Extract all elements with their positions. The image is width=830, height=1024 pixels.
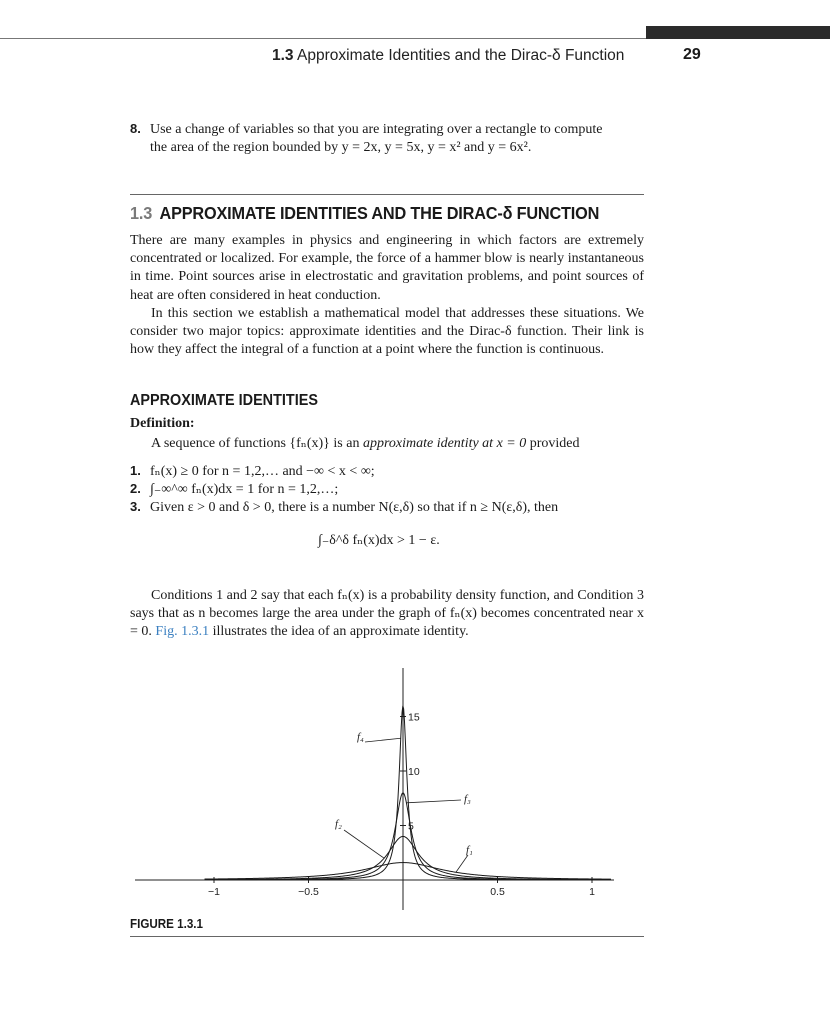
x-tick-label: −1 — [208, 886, 220, 898]
intro-paragraph-1: There are many examples in physics and engineering in which factors are extremely concentrated or localized. For example, the force of a hammer blow is nearly instantaneous in time. Point sources arise in electrostatic and gravitation problems, and point sources of heat are often considered in heat conduction. — [130, 233, 644, 303]
intro-paragraph-2: In this section we establish a mathematical model that addresses these situations. We consider two major topics: approximate identities and the Dirac-δ function. Their link is how they affect the integral of a function at a point where the function is continuous. — [130, 306, 644, 358]
header-bar — [646, 26, 830, 39]
definition-label: Definition: — [130, 416, 195, 431]
running-head-section: 1.3 — [272, 47, 294, 64]
header-rule — [0, 38, 646, 39]
condition-1 — [130, 463, 375, 480]
subsection-heading: APPROXIMATE IDENTITIES — [130, 392, 318, 409]
condition-text: Given ε > 0 and δ > 0, there is a number N(ε,δ) so that if n ≥ N(ε,δ), then — [150, 500, 559, 515]
figure-link[interactable]: Fig. 1.3.1 — [155, 624, 210, 640]
callout-line-f1 — [456, 855, 468, 872]
section-number: 1.3 — [130, 203, 153, 223]
condition-number: 1. — [130, 463, 141, 478]
condition-text: fₙ(x) ≥ 0 for n = 1,2,… and −∞ < x < ∞; — [150, 464, 375, 479]
figure-rule — [130, 936, 644, 937]
callout-line-f3 — [406, 800, 461, 803]
condition-2 — [130, 481, 338, 498]
curve-label-f4: f₄ — [357, 731, 364, 743]
curve-label-f2: f₂ — [335, 818, 342, 830]
x-tick-label: −0.5 — [298, 886, 319, 898]
figure-1-3-1-chart — [130, 660, 644, 910]
figure-label: FIGURE 1.3.1 — [130, 917, 204, 931]
curve-label-f1: f₁ — [466, 844, 473, 856]
callout-line-f4 — [365, 738, 401, 742]
section-title: APPROXIMATE IDENTITIES AND THE DIRAC-δ FUNCTION — [159, 203, 600, 223]
page-number: 29 — [683, 46, 701, 63]
condition-text: ∫₋∞^∞ fₙ(x)dx = 1 for n = 1,2,…; — [150, 482, 339, 497]
definition-post: provided — [526, 436, 580, 451]
y-tick-label: 10 — [408, 766, 420, 778]
conclusion-pre: Conditions 1 and 2 say that each fₙ(x) is a probability density function, and Condition 3 says that as n becomes large the area under the graph of fₙ(x) becomes concentrated near x = 0. — [130, 588, 644, 640]
running-head — [272, 47, 624, 65]
section-heading — [130, 203, 599, 224]
curve-f4 — [205, 706, 611, 880]
callout-line-f2 — [344, 830, 384, 858]
condition-3 — [130, 499, 558, 516]
exercise-line-2: the area of the region bounded by y = 2x, y = 5x, y = x² and y = 6x². — [150, 140, 532, 155]
curve-f2 — [205, 836, 611, 879]
curve-label-f3: f₃ — [464, 793, 471, 805]
exercise-number: 8. — [130, 121, 141, 136]
definition-text — [151, 435, 580, 452]
x-tick-label: 1 — [589, 886, 595, 898]
condition-number: 3. — [130, 499, 141, 514]
curve-f1 — [205, 863, 611, 880]
exercise-line-1: Use a change of variables so that you are integrating over a rectangle to compute — [150, 122, 603, 137]
y-tick-label: 15 — [408, 711, 420, 724]
condition-number: 2. — [130, 481, 141, 496]
running-head-title: Approximate Identities and the Dirac-δ Function — [297, 47, 625, 64]
curve-f3 — [205, 793, 611, 880]
display-equation: ∫₋δ^δ fₙ(x)dx > 1 − ε. — [318, 533, 440, 548]
conclusion-paragraph — [130, 587, 644, 642]
y-tick-label: 5 — [408, 820, 414, 833]
definition-pre: A sequence of functions {fₙ(x)} is an — [151, 436, 363, 451]
section-rule — [130, 194, 644, 195]
conclusion-post: illustrates the idea of an approximate identity. — [209, 624, 469, 640]
definition-emphasis: approximate identity at x = 0 — [362, 436, 527, 451]
exercise-8 — [130, 120, 646, 157]
x-tick-label: 0.5 — [490, 886, 505, 898]
